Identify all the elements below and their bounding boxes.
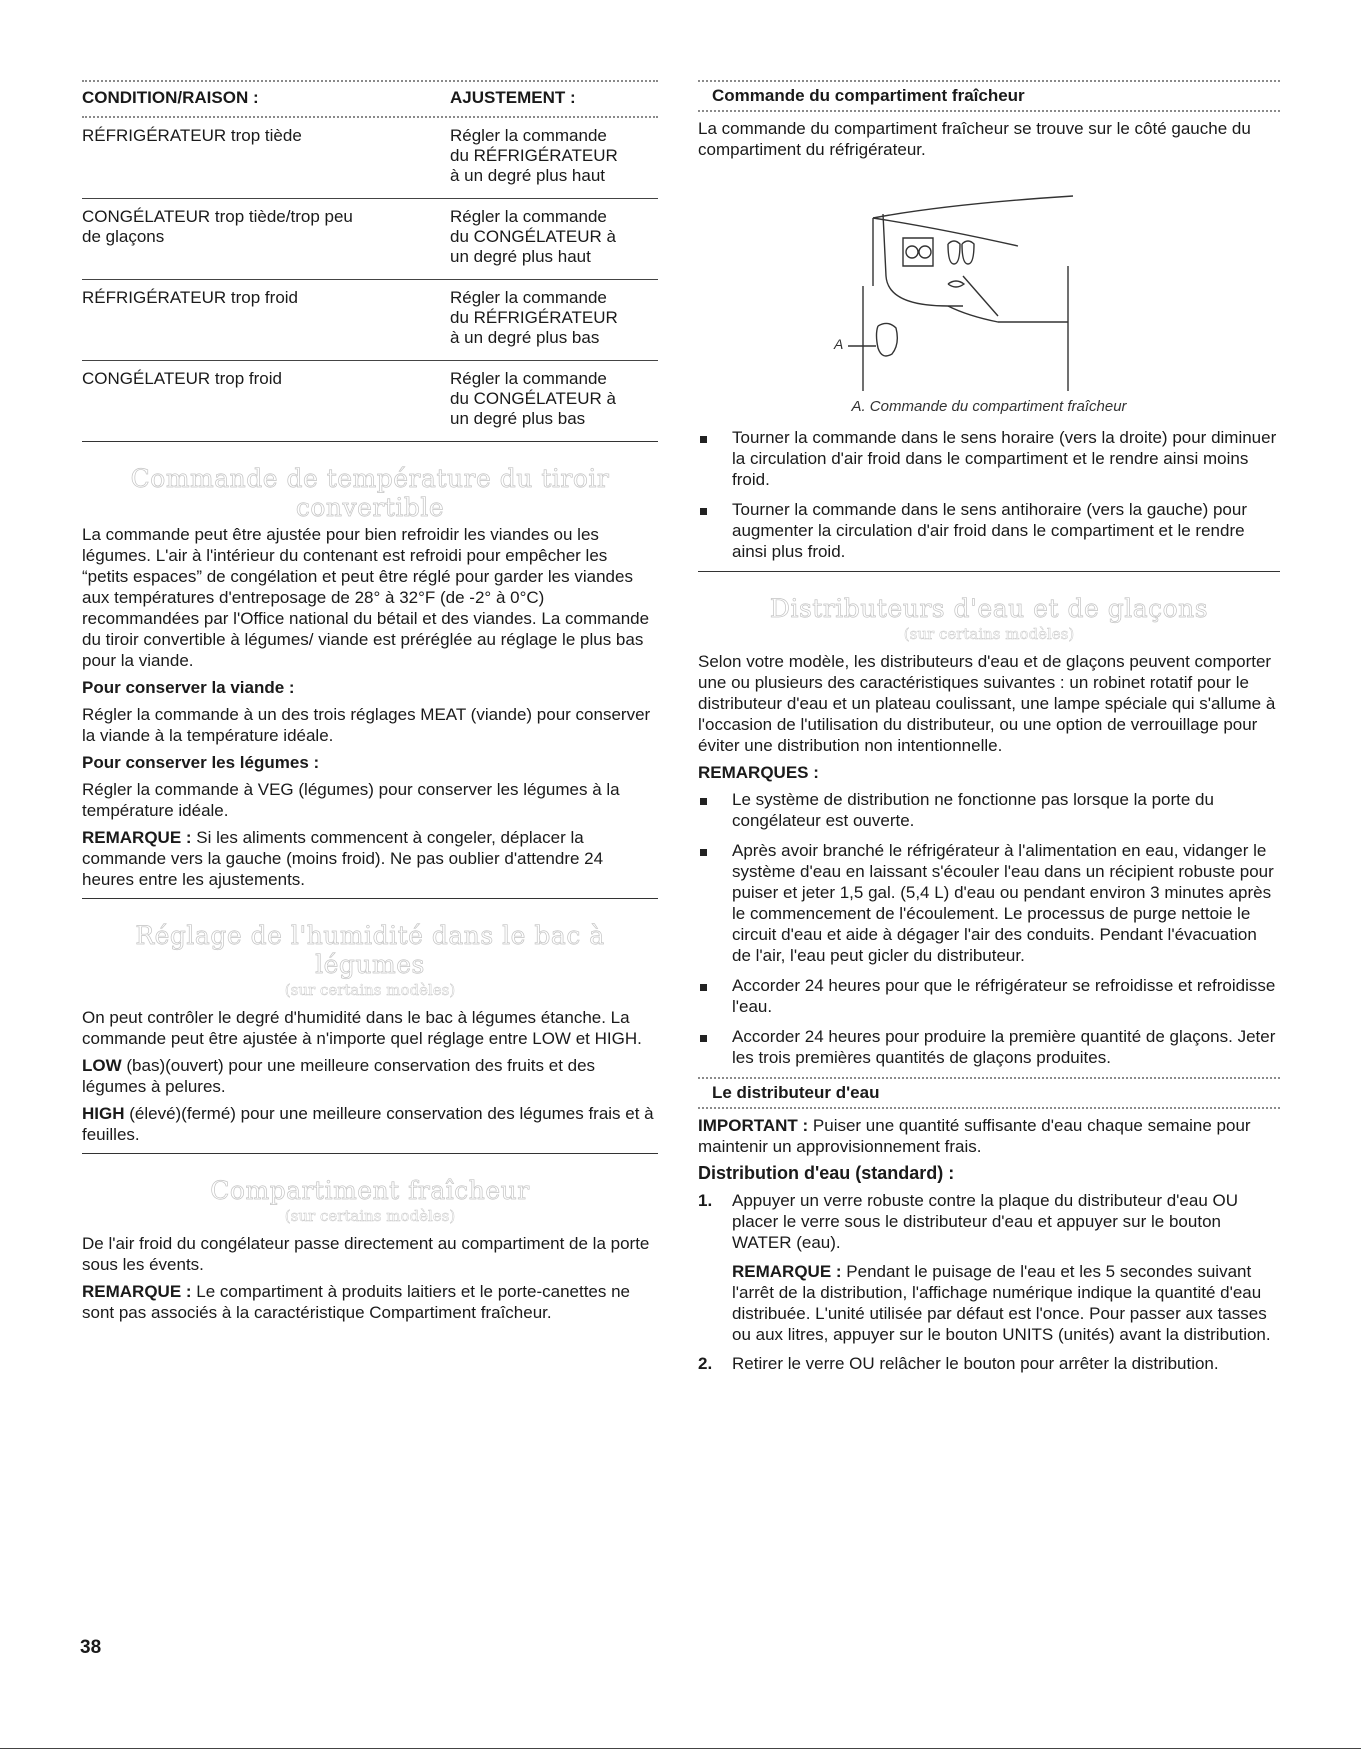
- convertible-note: [82, 827, 658, 890]
- adjustment-header: AJUSTEMENT :: [450, 88, 576, 107]
- fresh-subheading: (sur certains modèles): [284, 1207, 456, 1225]
- table-body: [82, 118, 658, 441]
- high-text: [82, 1103, 658, 1145]
- note-label: REMARQUE :: [82, 828, 192, 847]
- condition-cell: RÉFRIGÉRATEUR trop froid: [82, 288, 299, 307]
- step-text: Retirer le verre OU relâcher le bouton pour arrêter la distribution.: [732, 1354, 1219, 1373]
- dispensers-heading: Distributeurs d'eau et de glaçons: [769, 594, 1209, 623]
- low-text: [82, 1055, 658, 1097]
- bullet-icon: [700, 1035, 707, 1042]
- condition-cell: RÉFRIGÉRATEUR trop tiède: [82, 126, 302, 145]
- list-item: [698, 499, 1280, 562]
- veg-label: Pour conserver les légumes :: [82, 753, 320, 772]
- condition-header: CONDITION/RAISON :: [82, 88, 259, 107]
- bullet-text: Accorder 24 heures pour que le réfrigérateur se refroidisse et refroidisse l'eau.: [732, 976, 1276, 1016]
- veg-text: Régler la commande à VEG (légumes) pour conserver les légumes à la température idéale.: [82, 780, 620, 820]
- right-column: [698, 80, 1280, 1382]
- callout-a: A: [834, 336, 844, 352]
- adjustment-cell: Régler la commande du RÉFRIGÉRATEUR à un degré plus bas: [450, 288, 618, 347]
- standard-label: Distribution d'eau (standard) :: [698, 1163, 955, 1183]
- water-subhead: Le distributeur d'eau: [712, 1083, 880, 1102]
- section-rule: [698, 571, 1280, 572]
- figure-caption: A. Commande du compartiment fraîcheur: [851, 398, 1127, 415]
- page-number: 38: [80, 1637, 102, 1658]
- fresh-intro: De l'air froid du congélateur passe directement au compartiment de la porte sous les évents.: [82, 1234, 650, 1274]
- important-text: Puiser une quantité suffisante d'eau chaque semaine pour maintenir un approvisionnement frais.: [698, 1116, 1251, 1156]
- bullet-icon: [700, 436, 707, 443]
- dispensers-subheading: (sur certains modèles): [903, 625, 1075, 643]
- low-desc: (bas)(ouvert) pour une meilleure conservation des fruits et des légumes à pelures.: [82, 1056, 596, 1096]
- divider: [698, 1107, 1280, 1109]
- meat-text: Régler la commande à un des trois réglages MEAT (viande) pour conserver la viande à la température idéale.: [82, 705, 651, 745]
- adjustment-cell: Régler la commande du CONGÉLATEUR à un degré plus bas: [450, 369, 616, 428]
- table-row: [82, 279, 658, 360]
- list-item: [698, 789, 1280, 831]
- bullet-text: Tourner la commande dans le sens horaire (vers la droite) pour diminuer la circulation d'air froid dans le compartiment et le rendre ainsi moins froid.: [732, 428, 1277, 489]
- note-label: REMARQUE :: [732, 1262, 842, 1281]
- humidity-heading: Réglage de l'humidité dans le bac à légumes: [135, 921, 605, 979]
- high-desc: (élevé)(fermé) pour une meilleure conservation des légumes frais et à feuilles.: [82, 1104, 654, 1144]
- condition-cell: CONGÉLATEUR trop froid: [82, 369, 282, 388]
- bullet-icon: [700, 984, 707, 991]
- bullet-text: Tourner la commande dans le sens antihoraire (vers la gauche) pour augmenter la circulation d'air froid dans le compartiment et le rendre ainsi plus froid.: [732, 500, 1247, 561]
- fresh-control-intro: La commande du compartiment fraîcheur se trouve sur le côté gauche du compartiment du réfrigérateur.: [698, 119, 1251, 159]
- fresh-control-diagram: [698, 166, 1280, 396]
- important-note: [698, 1115, 1280, 1157]
- high-label: HIGH: [82, 1104, 125, 1123]
- step-number: 2.: [698, 1354, 713, 1373]
- table-row: [82, 198, 658, 279]
- bullet-text: Après avoir branché le réfrigérateur à l'alimentation en eau, vidanger le système d'eau en laissant s'écouler l'eau dans un récipient robuste pour puiser et jeter 1,5 gal. (5,4 L) d'eau ou pendant environ 3 minutes après le commencement de l'écoulement. Le processus de purge nettoie le circuit d'eau et aide à dégager l'air des conduits. Pendant l'évacuation de l'air, l'eau peut gicler du distributeur.: [732, 841, 1274, 965]
- dispensers-intro: Selon votre modèle, les distributeurs d'eau et de glaçons peuvent comporter une ou plusieurs des caractéristiques suivantes : un robinet rotatif pour le distributeur d'eau et un plateau coulissant, une lampe spéciale qui s'allume à l'occasion de l'utilisation du distributeur, ou une option de verrouillage pour éviter une distribution non intentionnelle.: [698, 652, 1276, 755]
- note-text: Le compartiment à produits laitiers et le porte-canettes ne sont pas associés à la caractéristique Compartiment fraîcheur.: [82, 1282, 631, 1322]
- humidity-intro: On peut contrôler le degré d'humidité dans le bac à légumes étanche. La commande peut être ajustée à n'importe quel réglage entre LOW et HIGH.: [82, 1008, 642, 1048]
- step-note: [732, 1261, 1280, 1345]
- bottom-rule: [0, 1748, 1361, 1749]
- convertible-intro: La commande peut être ajustée pour bien refroidir les viandes ou les légumes. L'air à l'intérieur du contenant est refroidi pour empêcher les “petits espaces” de congélation et peut être réglé pour garder les viandes aux températures d'entreposage de 28° à 32°F (de -2° à 0°C) recommandées par l'Office national du bétail et des viandes. La commande du tiroir convertible à légumes/ viande est préréglée au réglage le plus bas pour la viande.: [82, 525, 650, 670]
- bullet-text: Le système de distribution ne fonctionne pas lorsque la porte du congélateur est ouverte.: [732, 790, 1214, 830]
- step-number: 1.: [698, 1191, 713, 1210]
- table-row: [82, 118, 658, 198]
- list-item: [698, 840, 1280, 966]
- note-text: Pendant le puisage de l'eau et les 5 secondes suivant l'arrêt de la distribution, l'affichage numérique indique la quantité d'eau distribuée. L'unité utilisée par défaut est l'once. Pour passer aux tasses ou aux litres, appuyer sur le bouton UNITS (unités) avant la distribution.: [732, 1262, 1271, 1344]
- left-column: [82, 80, 658, 1329]
- list-item: [698, 1026, 1280, 1068]
- note-text: Si les aliments commencent à congeler, déplacer la commande vers la gauche (moins froid). Ne pas oublier d'attendre 24 heures entre les ajustements.: [82, 828, 604, 889]
- meat-label: Pour conserver la viande :: [82, 678, 295, 697]
- fresh-heading: Compartiment fraîcheur: [210, 1176, 530, 1205]
- fresh-control-subhead: Commande du compartiment fraîcheur: [712, 86, 1025, 105]
- table-header: [82, 82, 658, 116]
- fresh-note: [82, 1281, 658, 1323]
- low-label: LOW: [82, 1056, 122, 1075]
- convertible-heading: Commande de température du tiroir convertible: [130, 464, 610, 522]
- remarks-label: REMARQUES :: [698, 763, 819, 782]
- section-rule: [82, 1153, 658, 1154]
- list-item: [698, 427, 1280, 490]
- humidity-subheading: (sur certains modèles): [284, 981, 456, 999]
- bullet-icon: [700, 849, 707, 856]
- section-rule: [82, 441, 658, 442]
- adjustment-cell: Régler la commande du CONGÉLATEUR à un degré plus haut: [450, 207, 616, 266]
- bullet-text: Accorder 24 heures pour produire la première quantité de glaçons. Jeter les trois premières quantités de glaçons produites.: [732, 1027, 1276, 1067]
- table-row: [82, 360, 658, 441]
- note-label: REMARQUE :: [82, 1282, 192, 1301]
- step-item: [698, 1190, 1280, 1253]
- bullet-icon: [700, 508, 707, 515]
- step-text: Appuyer un verre robuste contre la plaque du distributeur d'eau OU placer le verre sous le distributeur d'eau et appuyer sur le bouton WATER (eau).: [732, 1191, 1238, 1252]
- condition-cell: CONGÉLATEUR trop tiède/trop peu de glaçons: [82, 207, 353, 246]
- list-item: [698, 975, 1280, 1017]
- adjustment-cell: Régler la commande du RÉFRIGÉRATEUR à un degré plus haut: [450, 126, 618, 185]
- section-rule: [82, 898, 658, 899]
- divider: [698, 110, 1280, 112]
- important-label: IMPORTANT :: [698, 1116, 809, 1135]
- step-item: [698, 1353, 1280, 1374]
- fresh-control-illustration: [698, 166, 1280, 396]
- bullet-icon: [700, 798, 707, 805]
